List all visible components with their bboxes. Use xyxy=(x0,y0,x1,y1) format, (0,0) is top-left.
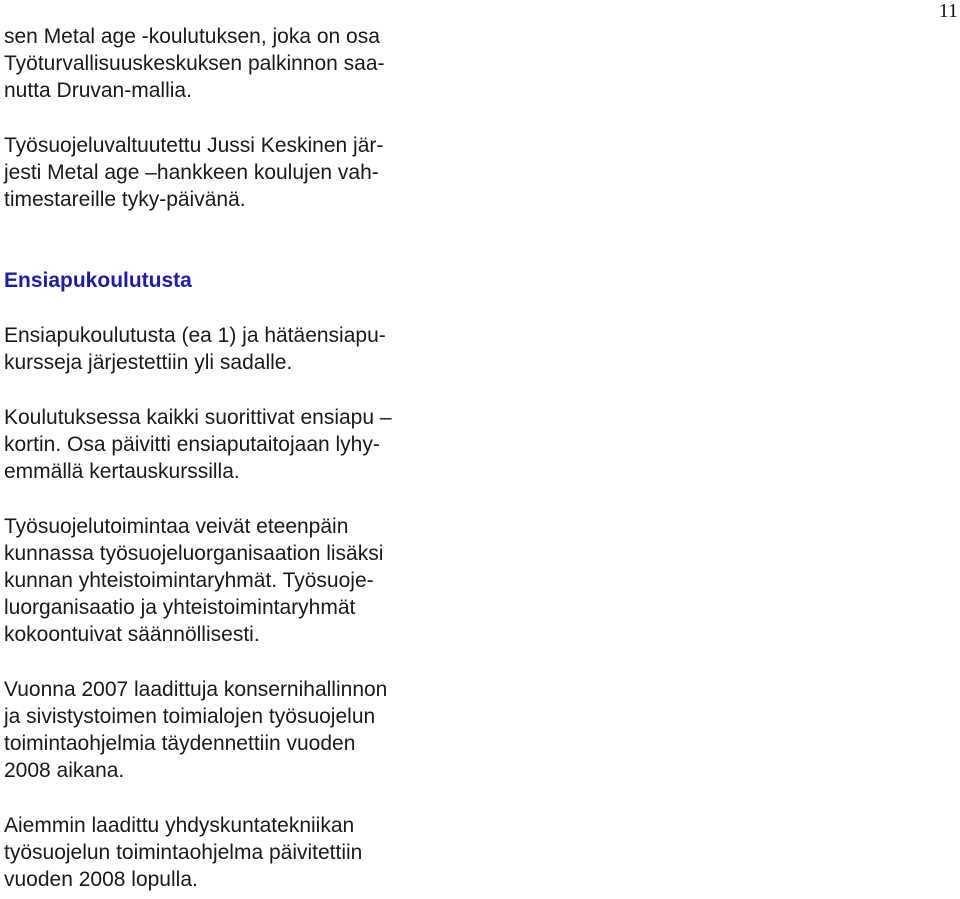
text-line: kokoontuivat säännöllisesti. xyxy=(4,623,260,646)
text-line: ja sivistystoimen toimialojen työsuojelun xyxy=(4,705,376,728)
text-line: kursseja järjestettiin yli sadalle. xyxy=(4,351,293,374)
text-line: luorganisaatio ja yhteistoimintaryhmät xyxy=(4,596,356,619)
text-line: Vuonna 2007 laadittuja konsernihallinnon xyxy=(4,678,388,701)
text-line: jesti Metal age –hankkeen koulujen vah- xyxy=(4,161,379,184)
paragraph-tyky-day xyxy=(4,132,454,213)
text-line: Työsuojelutoimintaa veivät eteenpäin xyxy=(4,515,349,538)
text-line: työsuojelun toimintaohjelma päivitettiin xyxy=(4,841,363,864)
text-column xyxy=(4,23,454,893)
text-line: kunnassa työsuojeluorganisaation lisäksi xyxy=(4,542,384,565)
page-number: 11 xyxy=(938,0,958,22)
text-line: timestareille tyky-päivänä. xyxy=(4,188,246,211)
text-line: sen Metal age -koulutuksen, joka on osa xyxy=(4,25,380,48)
text-line: vuoden 2008 lopulla. xyxy=(4,868,198,891)
section-heading: Ensiapukoulutusta xyxy=(4,269,192,292)
paragraph-community-engineering xyxy=(4,812,454,893)
paragraph-first-aid-card xyxy=(4,404,454,485)
text-line: toimintaohjelmia täydennettiin vuoden xyxy=(4,732,356,755)
text-line: 2008 aikana. xyxy=(4,759,125,782)
paragraph-safety-organisation xyxy=(4,513,454,648)
text-line: Työsuojeluvaltuutettu Jussi Keskinen jär- xyxy=(4,134,384,157)
paragraph-first-aid-courses xyxy=(4,322,454,376)
text-line: Työturvallisuuskeskuksen palkinnon saa- xyxy=(4,52,385,75)
text-line: Koulutuksessa kaikki suorittivat ensiapu – xyxy=(4,406,392,429)
text-line: kortin. Osa päivitti ensiaputaitojaan lyhy- xyxy=(4,433,380,456)
paragraph-action-programmes-2007 xyxy=(4,676,454,784)
text-line: Aiemmin laadittu yhdyskuntatekniikan xyxy=(4,814,355,837)
text-line: emmällä kertauskurssilla. xyxy=(4,460,240,483)
text-line: nutta Druvan-mallia. xyxy=(4,79,192,102)
text-line: Ensiapukoulutusta (ea 1) ja hätäensiapu- xyxy=(4,324,386,347)
paragraph-metal-age-intro xyxy=(4,23,454,104)
text-line: kunnan yhteistoimintaryhmät. Työsuoje- xyxy=(4,569,374,592)
